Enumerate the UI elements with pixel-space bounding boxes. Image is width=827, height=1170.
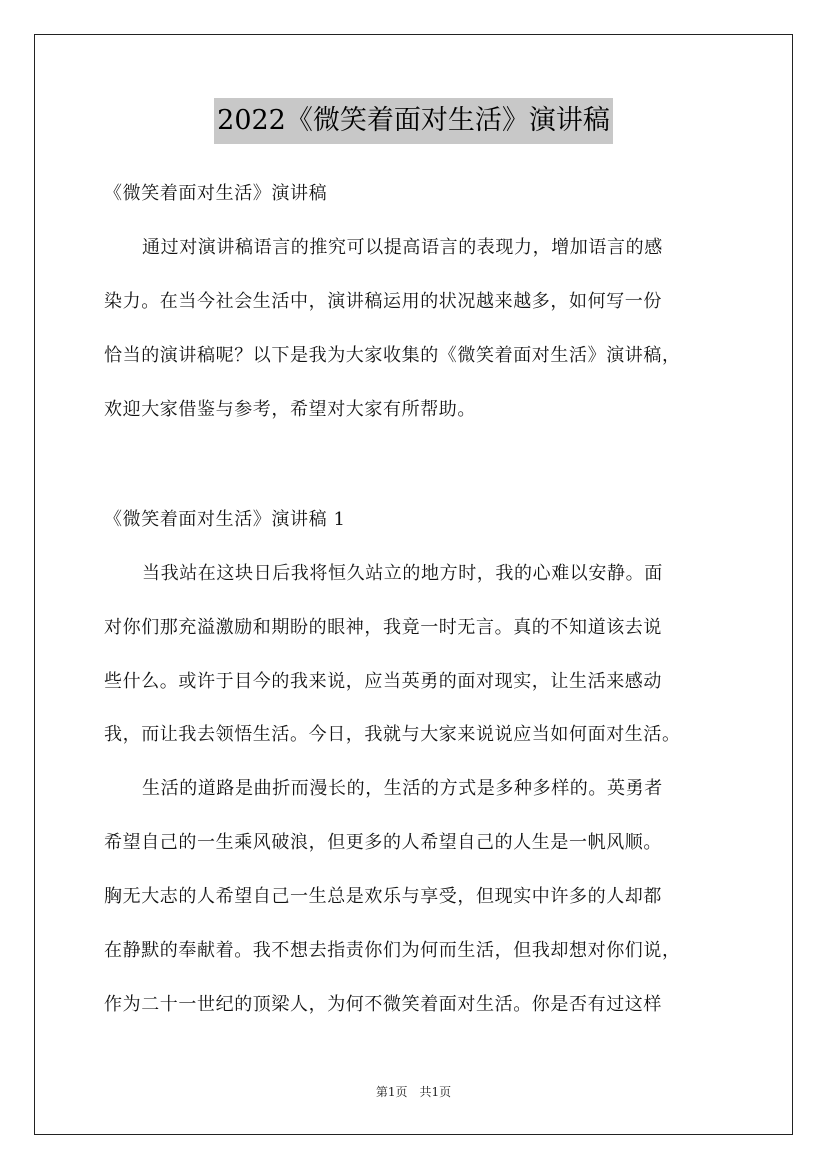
- paragraph1-line-1: 当我站在这块日后我将恒久站立的地方时，我的心难以安静。面: [142, 563, 663, 584]
- intro-line-3: 恰当的演讲稿呢？以下是我为大家收集的《微笑着面对生活》演讲稿，: [104, 345, 681, 366]
- paragraph1-line-4: 我，而让我去领悟生活。今日，我就与大家来说说应当如何面对生活。: [104, 724, 681, 745]
- paragraph2-line-5: 作为二十一世纪的顶梁人，为何不微笑着面对生活。你是否有过这样: [104, 994, 662, 1015]
- paragraph1-line-2: 对你们那充溢激励和期盼的眼神，我竟一时无言。真的不知道该去说: [104, 617, 662, 638]
- paragraph2-line-2: 希望自己的一生乘风破浪，但更多的人希望自己的人生是一帆风顺。: [104, 832, 662, 853]
- document-title: 2022《微笑着面对生活》演讲稿: [214, 98, 613, 144]
- paragraph2-line-1: 生活的道路是曲折而漫长的，生活的方式是多种多样的。英勇者: [142, 778, 663, 799]
- intro-line-4: 欢迎大家借鉴与参考，希望对大家有所帮助。: [104, 399, 476, 420]
- section-heading: 《微笑着面对生活》演讲稿 1: [104, 509, 346, 530]
- paragraph2-line-4: 在静默的奉献着。我不想去指责你们为何而生活，但我却想对你们说，: [104, 940, 681, 961]
- intro-line-2: 染力。在当今社会生活中，演讲稿运用的状况越来越多，如何写一份: [104, 291, 662, 312]
- paragraph1-line-3: 些什么。或许于目今的我来说，应当英勇的面对现实，让生活来感动: [104, 671, 662, 692]
- paragraph2-line-3: 胸无大志的人希望自己一生总是欢乐与享受，但现实中许多的人却都: [104, 886, 662, 907]
- title-container: [0, 98, 827, 144]
- intro-line-1: 通过对演讲稿语言的推究可以提高语言的表现力，增加语言的感: [142, 237, 663, 258]
- document-subtitle: 《微笑着面对生活》演讲稿: [104, 183, 328, 204]
- page-footer: 第1页 共1页: [375, 1085, 452, 1099]
